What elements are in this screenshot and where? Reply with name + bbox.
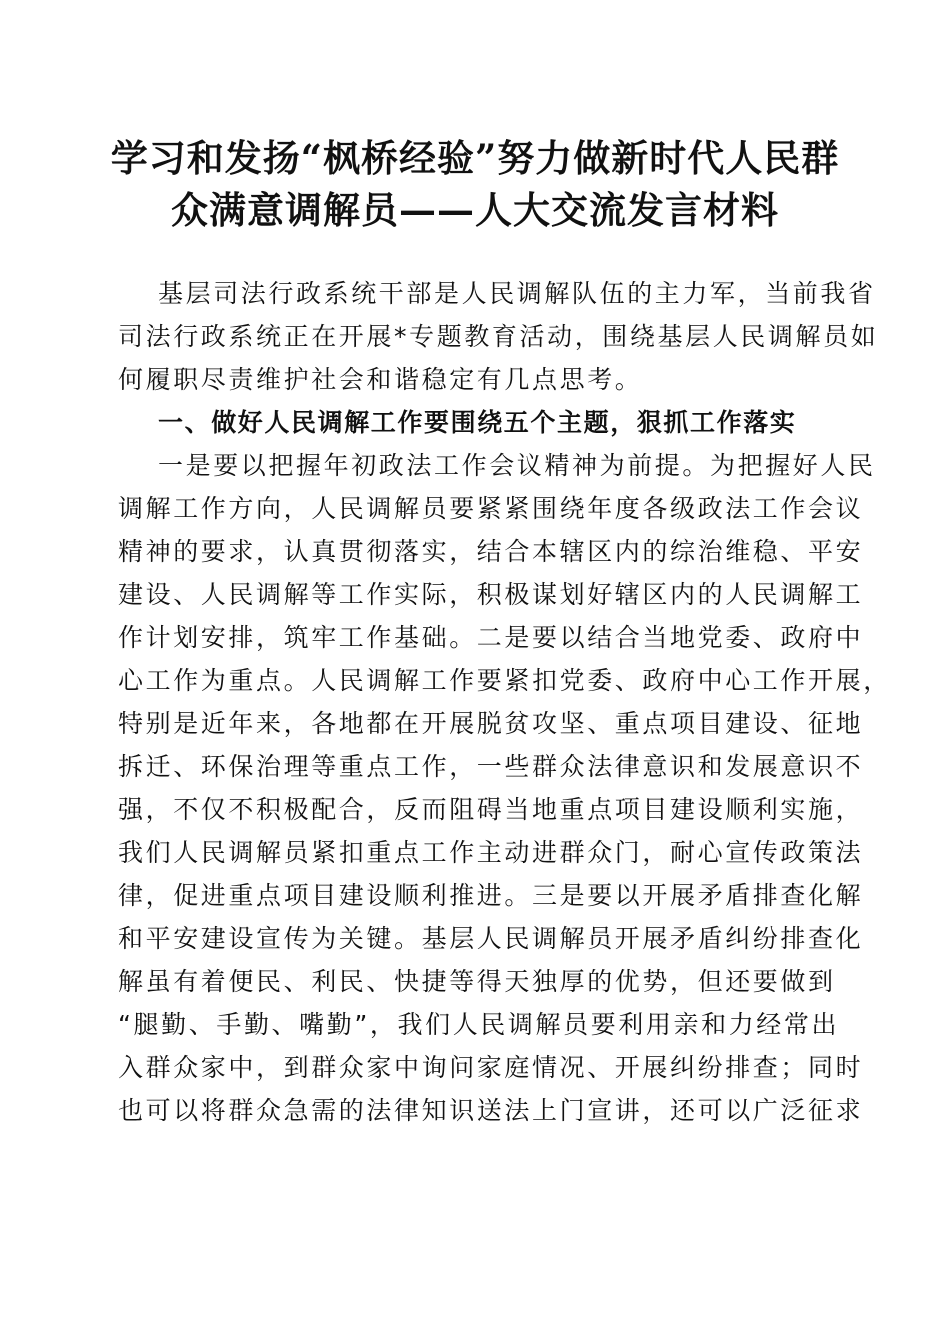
document-body [118, 272, 891, 1132]
section-paragraph [118, 444, 891, 1132]
text-line: 一是要以把握年初政法工作会议精神为前提。为把握好人民 [158, 451, 876, 480]
text-line: 强，不仅不积极配合，反而阻碍当地重点项目建设顺利实施， [118, 795, 864, 824]
intro-paragraph [118, 272, 879, 401]
text-line: 作计划安排，筑牢工作基础。二是要以结合当地党委、政府中 [118, 623, 864, 652]
text-line: 司法行政系统正在开展*专题教育活动，围绕基层人民调解员如 [118, 322, 879, 351]
text-line: 建设、人民调解等工作实际，积极谋划好辖区内的人民调解工 [118, 580, 864, 609]
text-line: 律，促进重点项目建设顺利推进。三是要以开展矛盾排查化解 [118, 881, 864, 910]
text-line: 调解工作方向，人民调解员要紧紧围绕年度各级政法工作会议 [118, 494, 864, 523]
text-line: 入群众家中，到群众家中询问家庭情况、开展纠纷排查；同时 [118, 1053, 864, 1082]
text-line: 特别是近年来，各地都在开展脱贫攻坚、重点项目建设、征地 [118, 709, 864, 738]
text-line: 心工作为重点。人民调解工作要紧扣党委、政府中心工作开展， [118, 666, 891, 695]
text-line: 也可以将群众急需的法律知识送法上门宣讲，还可以广泛征求 [118, 1096, 864, 1125]
text-line: 基层司法行政系统干部是人民调解队伍的主力军，当前我省 [158, 279, 876, 308]
text-line: 和平安建设宣传为关键。基层人民调解员开展矛盾纠纷排查化 [118, 924, 864, 953]
title-line: 学习和发扬“枫桥经验”努力做新时代人民群 [110, 136, 840, 180]
text-line: 解虽有着便民、利民、快捷等得天独厚的优势，但还要做到 [118, 967, 836, 996]
title-line: 众满意调解员——人大交流发言材料 [171, 188, 779, 232]
text-line: “腿勤、手勤、嘴勤”，我们人民调解员要利用亲和力经常出 [118, 1010, 840, 1039]
text-line: 精神的要求，认真贯彻落实，结合本辖区内的综治维稳、平安 [118, 537, 864, 566]
section-heading: 一、做好人民调解工作要围绕五个主题，狠抓工作落实 [158, 408, 797, 437]
document-title [110, 132, 840, 236]
text-line: 何履职尽责维护社会和谐稳定有几点思考。 [118, 365, 643, 394]
text-line: 拆迁、环保治理等重点工作，一些群众法律意识和发展意识不 [118, 752, 864, 781]
text-line: 我们人民调解员紧扣重点工作主动进群众门，耐心宣传政策法 [118, 838, 864, 867]
